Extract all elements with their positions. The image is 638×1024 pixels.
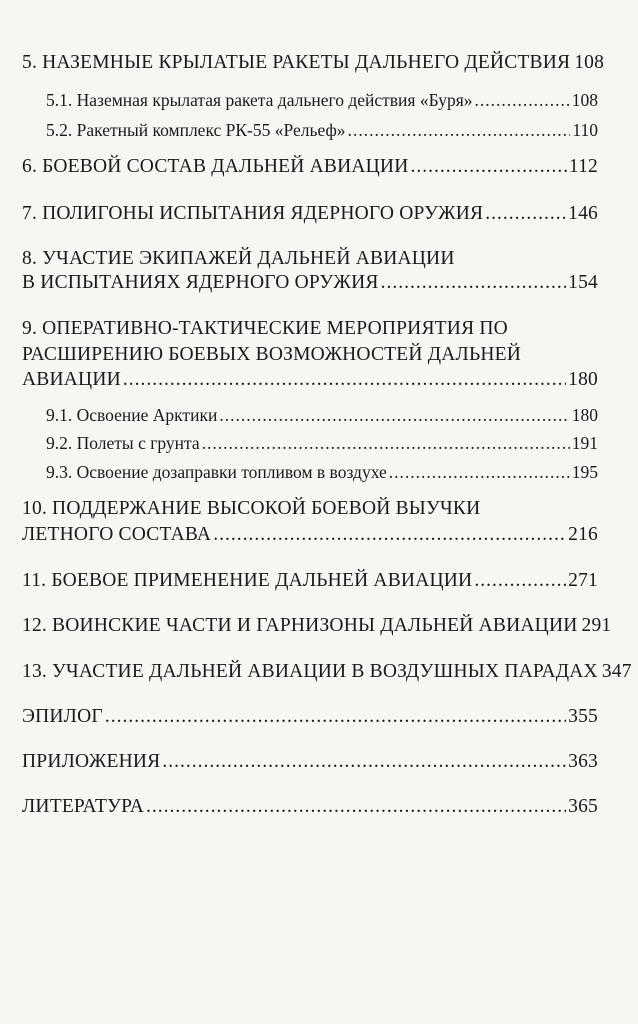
toc-entry-9-3[interactable] bbox=[46, 462, 598, 483]
toc-entry-title: В ИСПЫТАНИЯХ ЯДЕРНОГО ОРУЖИЯ bbox=[22, 272, 379, 293]
toc-page-number: 110 bbox=[572, 120, 598, 140]
toc-entry-10[interactable] bbox=[22, 524, 598, 546]
toc-entry-10-line1[interactable]: 10. ПОДДЕРЖАНИЕ ВЫСОКОЙ БОЕВОЙ ВЫУЧКИ bbox=[22, 498, 481, 519]
toc-page-number: 108 bbox=[571, 90, 598, 110]
toc-entry-8[interactable] bbox=[22, 272, 598, 294]
toc-entry-epilog[interactable] bbox=[22, 706, 598, 728]
toc-entry-9-line2[interactable]: РАСШИРЕНИЮ БОЕВЫХ ВОЗМОЖНОСТЕЙ ДАЛЬНЕЙ bbox=[22, 344, 522, 365]
leader-dots bbox=[381, 272, 567, 294]
toc-entry-6[interactable] bbox=[22, 156, 598, 178]
toc-entry-9-line1[interactable]: 9. ОПЕРАТИВНО-ТАКТИЧЕСКИЕ МЕРОПРИЯТИЯ ПО bbox=[22, 318, 508, 339]
toc-page-number: 154 bbox=[568, 272, 598, 293]
leader-dots bbox=[411, 156, 567, 178]
toc-entry-title: 9.1. Освоение Арктики bbox=[46, 405, 218, 425]
toc-entry-literature[interactable] bbox=[22, 796, 598, 818]
toc-entry-title: 9.2. Полеты с грунта bbox=[46, 433, 200, 453]
toc-entry-title: АВИАЦИИ bbox=[22, 369, 121, 390]
toc-entry-title: ЭПИЛОГ bbox=[22, 706, 103, 727]
leader-dots bbox=[105, 706, 566, 728]
toc-entry-8-line1[interactable]: 8. УЧАСТИЕ ЭКИПАЖЕЙ ДАЛЬНЕЙ АВИАЦИИ bbox=[22, 248, 455, 269]
toc-entry-title: 5.1. Наземная крылатая ракета дальнего действия «Буря» bbox=[46, 90, 473, 110]
toc-entry-9-2[interactable] bbox=[46, 433, 598, 454]
toc-entry-11[interactable] bbox=[22, 570, 598, 592]
toc-entry-9[interactable] bbox=[22, 369, 598, 391]
leader-dots bbox=[389, 462, 570, 483]
toc-entry-title: 9.3. Освоение дозаправки топливом в воздухе bbox=[46, 462, 387, 482]
toc-entry-title: 12. ВОИНСКИЕ ЧАСТИ И ГАРНИЗОНЫ ДАЛЬНЕЙ АВИАЦИИ bbox=[22, 615, 578, 636]
toc-entry-5[interactable] bbox=[22, 52, 605, 74]
toc-entry-appendix[interactable] bbox=[22, 751, 598, 773]
toc-entry-9-1[interactable] bbox=[46, 405, 598, 426]
toc-page-number: 146 bbox=[568, 203, 598, 224]
leader-dots bbox=[475, 90, 570, 111]
toc-entry-title: 5.2. Ракетный комплекс РК-55 «Рельеф» bbox=[46, 120, 346, 140]
toc-entry-title: 11. БОЕВОЕ ПРИМЕНЕНИЕ ДАЛЬНЕЙ АВИАЦИИ bbox=[22, 570, 473, 591]
toc-entry-12[interactable] bbox=[22, 615, 612, 637]
toc-entry-13[interactable] bbox=[22, 661, 632, 683]
toc-entry-title: ЛИТЕРАТУРА bbox=[22, 796, 144, 817]
toc-entry-5-2[interactable] bbox=[46, 120, 598, 141]
toc-entry-7[interactable] bbox=[22, 203, 598, 225]
toc-page-number: 365 bbox=[568, 796, 598, 817]
toc-entry-title: 13. УЧАСТИЕ ДАЛЬНЕЙ АВИАЦИИ В ВОЗДУШНЫХ ПАРАДАХ bbox=[22, 661, 598, 682]
toc-entry-title: ПРИЛОЖЕНИЯ bbox=[22, 751, 161, 772]
toc-page-number: 347 bbox=[601, 661, 632, 682]
toc-entry-title: 5. НАЗЕМНЫЕ КРЫЛАТЫЕ РАКЕТЫ ДАЛЬНЕГО ДЕЙСТВИЯ bbox=[22, 52, 571, 73]
toc-page-number: 180 bbox=[568, 369, 598, 390]
leader-dots bbox=[485, 203, 566, 225]
toc-page-number: 195 bbox=[571, 462, 598, 482]
toc-page-number: 355 bbox=[568, 706, 598, 727]
leader-dots bbox=[348, 120, 571, 141]
leader-dots bbox=[162, 751, 566, 773]
leader-dots bbox=[213, 524, 566, 546]
toc-page-number: 216 bbox=[568, 524, 598, 545]
toc-page-number: 191 bbox=[571, 433, 598, 453]
toc-page-number: 291 bbox=[581, 615, 612, 636]
leader-dots bbox=[219, 405, 569, 426]
toc-entry-title: 6. БОЕВОЙ СОСТАВ ДАЛЬНЕЙ АВИАЦИИ bbox=[22, 156, 409, 177]
toc-page-number: 363 bbox=[568, 751, 598, 772]
leader-dots bbox=[146, 796, 566, 818]
toc-page-number: 271 bbox=[568, 570, 598, 591]
leader-dots bbox=[123, 369, 566, 391]
toc-page-number: 180 bbox=[571, 405, 598, 425]
toc-entry-5-1[interactable] bbox=[46, 90, 598, 111]
leader-dots bbox=[202, 433, 570, 454]
toc-entry-title: 7. ПОЛИГОНЫ ИСПЫТАНИЯ ЯДЕРНОГО ОРУЖИЯ bbox=[22, 203, 484, 224]
toc-entry-title: ЛЕТНОГО СОСТАВА bbox=[22, 524, 212, 545]
toc-page-number: 108 bbox=[574, 52, 605, 73]
toc-page-number: 112 bbox=[568, 156, 598, 177]
leader-dots bbox=[474, 570, 566, 592]
